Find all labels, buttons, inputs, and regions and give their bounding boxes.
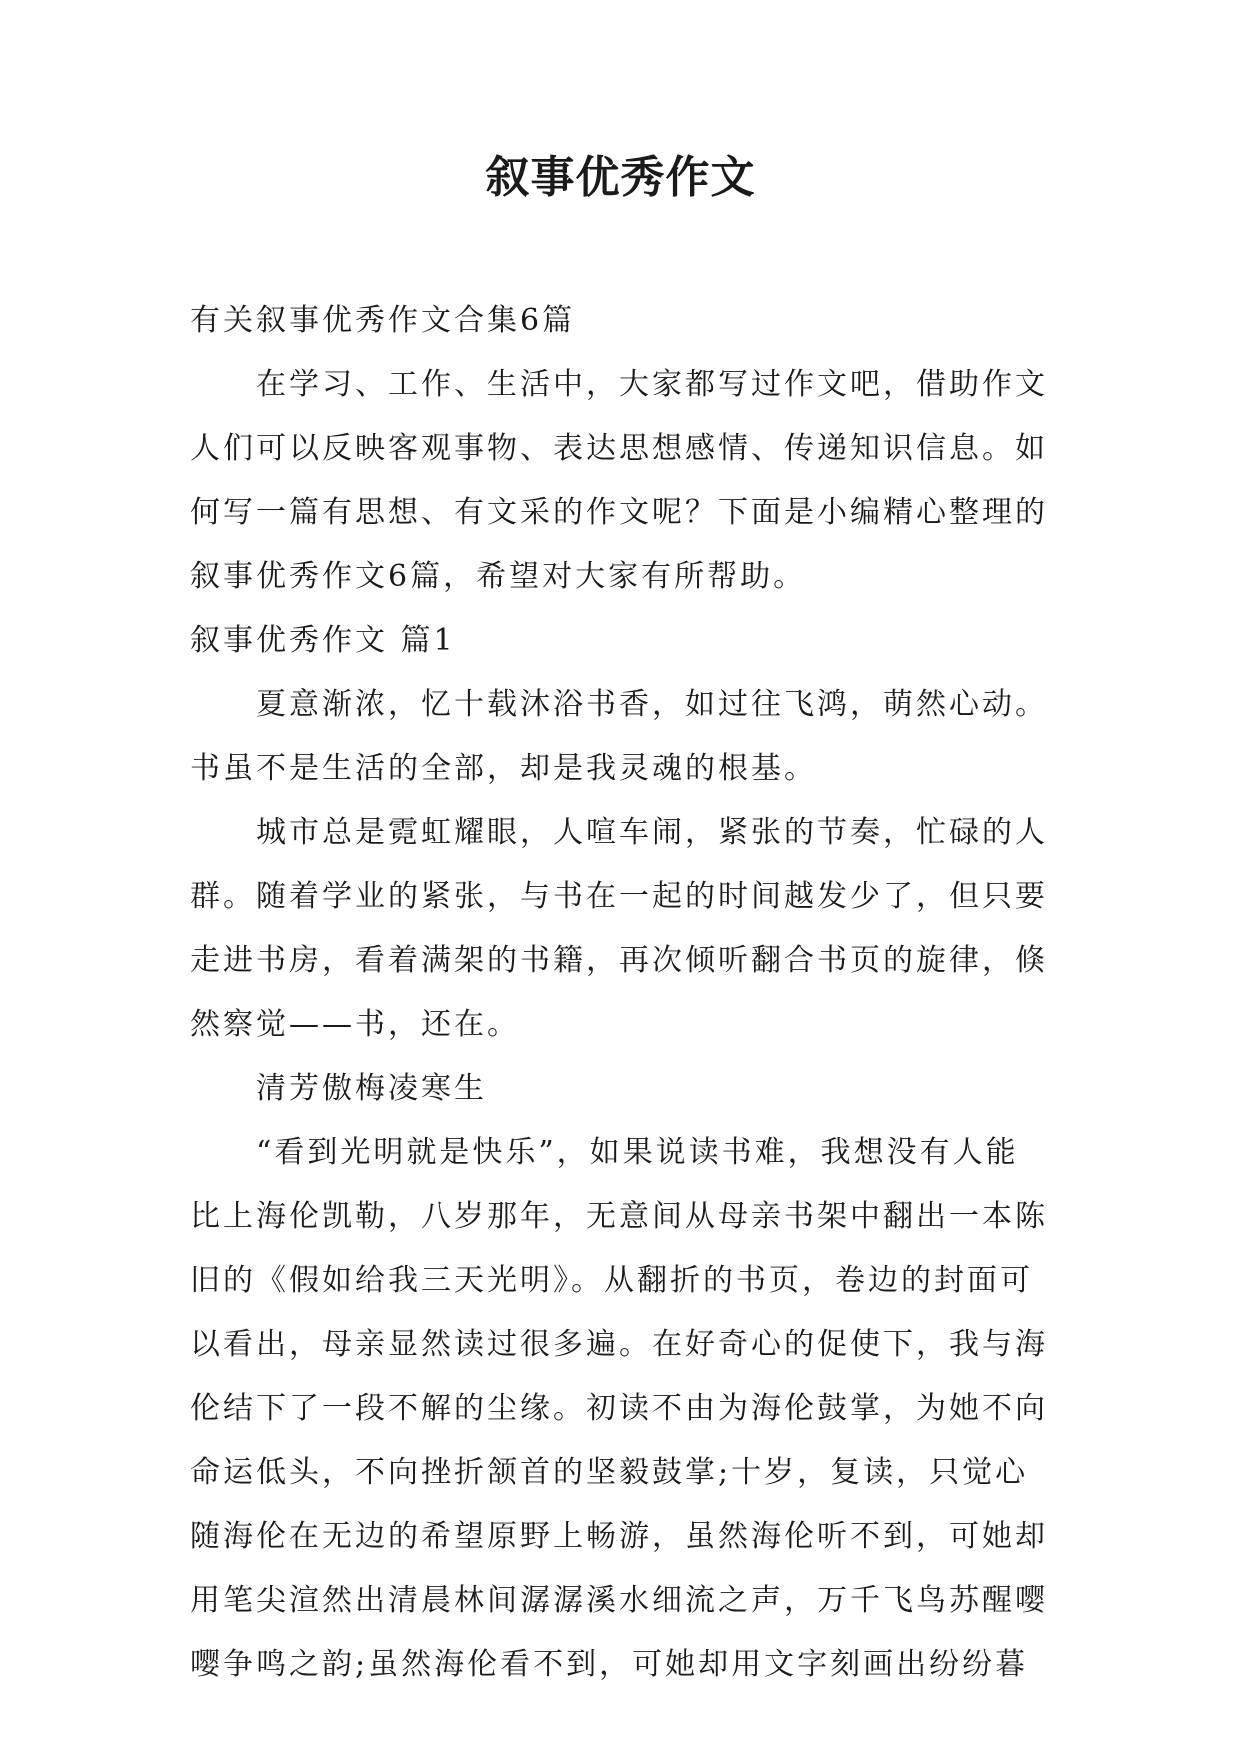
text-line: 伦结下了一段不解的尘缘。初读不由为海伦鼓掌，为她不向: [190, 1391, 1048, 1426]
text-line: 走进书房，看着满架的书籍，再次倾听翻合书页的旋律，倏: [190, 943, 1048, 978]
text-line: 用笔尖渲然出清晨林间潺潺溪水细流之声，万千飞鸟苏醒嘤: [190, 1583, 1048, 1618]
text-line: 人们可以反映客观事物、表达思想感情、传递知识信息。如: [190, 431, 1048, 466]
text-line: 随海伦在无边的希望原野上畅游，虽然海伦听不到，可她却: [190, 1519, 1048, 1554]
text-line: 以看出，母亲显然读过很多遍。在好奇心的促使下，我与海: [190, 1327, 1048, 1362]
text-line: 书虽不是生活的全部，却是我灵魂的根基。: [190, 751, 817, 786]
document-body: [190, 289, 1060, 1697]
text-line: 在学习、工作、生活中，大家都写过作文吧，借助作文: [256, 367, 1048, 402]
text-line: 清芳傲梅凌寒生: [256, 1071, 487, 1106]
text-line: 比上海伦凯勒，八岁那年，无意间从母亲书架中翻出一本陈: [190, 1199, 1048, 1234]
text-line: “看到光明就是快乐”，如果说读书难，我想没有人能: [256, 1135, 1019, 1170]
text-line: 城市总是霓虹耀眼，人喧车闹，紧张的节奏，忙碌的人: [256, 815, 1048, 850]
text-line: 旧的《假如给我三天光明》。从翻折的书页，卷边的封面可: [190, 1263, 1033, 1298]
text-line: 命运低头，不向挫折颔首的坚毅鼓掌;十岁，复读，只觉心: [190, 1455, 1029, 1490]
text-line: 有关叙事优秀作文合集6篇: [190, 303, 576, 338]
text-line: 群。随着学业的紧张，与书在一起的时间越发少了，但只要: [190, 879, 1048, 914]
text-line: 叙事优秀作文 篇1: [190, 623, 456, 658]
text-line: 叙事优秀作文6篇，希望对大家有所帮助。: [190, 559, 807, 594]
text-line: 然察觉——书，还在。: [190, 1007, 520, 1042]
document-title: 叙事优秀作文: [485, 152, 756, 203]
text-line: 夏意渐浓，忆十载沐浴书香，如过往飞鸿，萌然心动。: [256, 687, 1048, 722]
text-line: 何写一篇有思想、有文采的作文呢？下面是小编精心整理的: [190, 495, 1048, 530]
text-line: 嘤争鸣之韵;虽然海伦看不到，可她却用文字刻画出纷纷暮: [190, 1647, 1029, 1682]
